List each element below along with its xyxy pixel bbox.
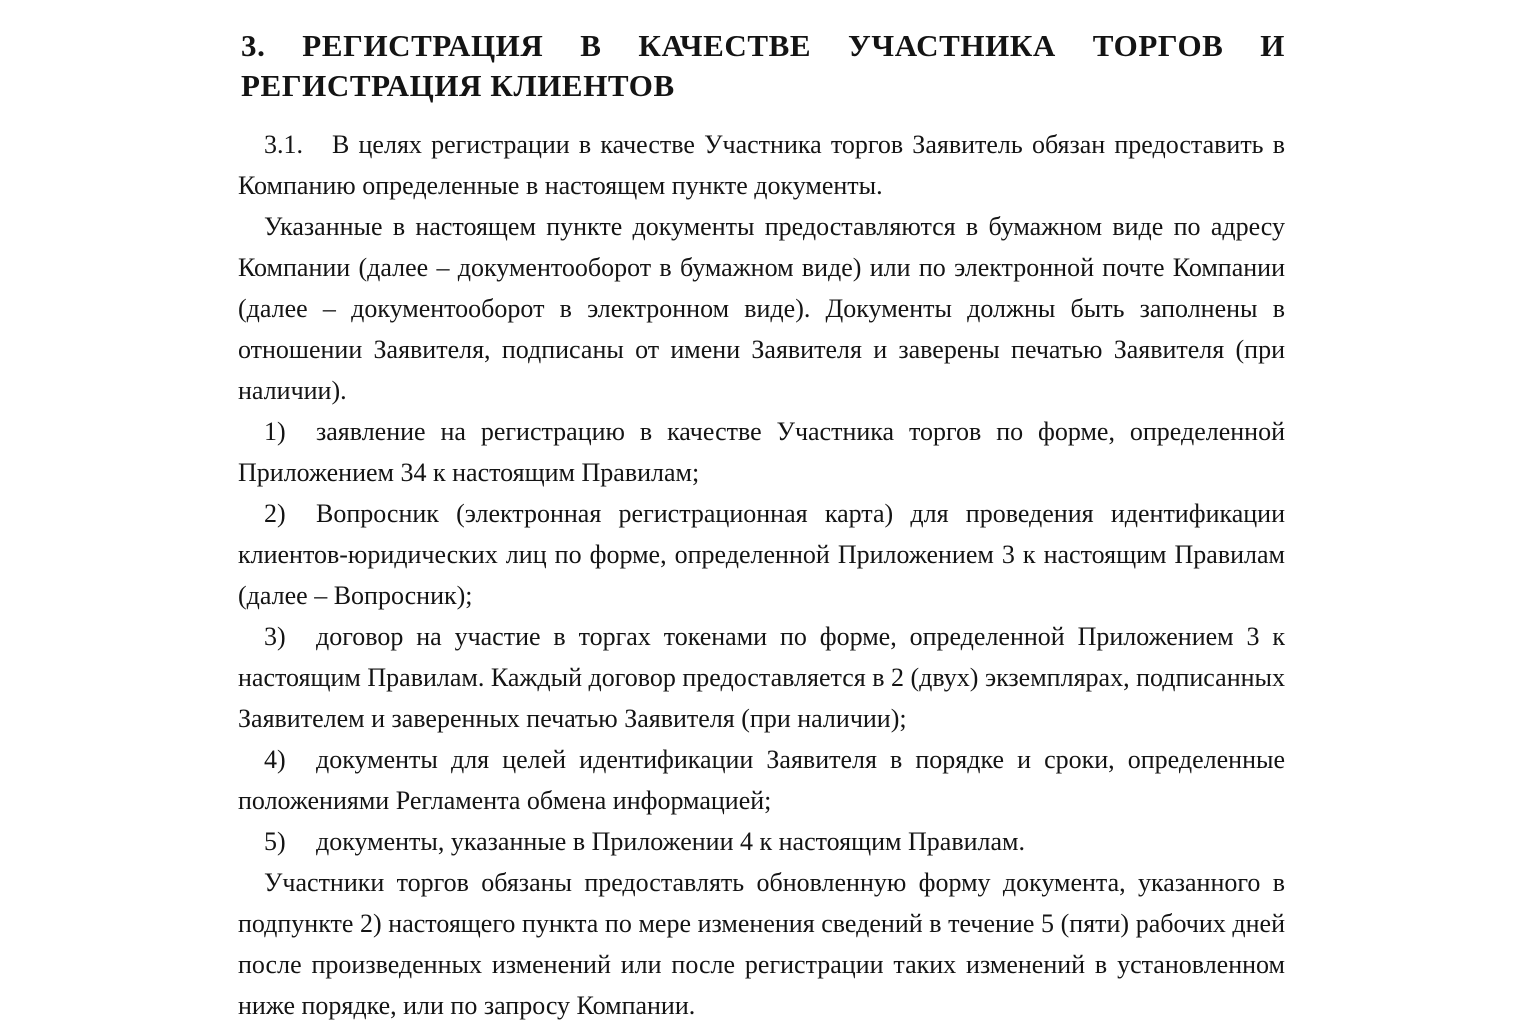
list-item-number: 1)	[264, 417, 286, 446]
list-item-text: документы, указанные в Приложении 4 к настоящим Правилам.	[316, 827, 1025, 856]
clause-text: В целях регистрации в качестве Участника торгов Заявитель обязан предоставить в Компанию определенные в настоящем пункте документы.	[238, 130, 1285, 200]
paragraph-closing: Участники торгов обязаны предоставлять обновленную форму документа, указанного в подпункте 2) настоящего пункта по мере изменения сведений в течение 5 (пяти) рабочих дней после произведенных изменений или после регистрации таких изменений в установленном ниже порядке, или по запросу Компании.	[238, 868, 1285, 1020]
list-item	[238, 616, 1285, 739]
list-item-text: Вопросник (электронная регистрационная карта) для проведения идентификации клиентов-юридических лиц по форме, определенной Приложением 3 к настоящим Правилам (далее – Вопросник);	[238, 499, 1285, 610]
list-item	[238, 821, 1285, 862]
section-title: 3. РЕГИСТРАЦИЯ В КАЧЕСТВЕ УЧАСТНИКА ТОРГОВ И РЕГИСТРАЦИЯ КЛИЕНТОВ	[241, 28, 1285, 103]
clause-number: 3.1.	[264, 130, 303, 159]
list-item-text: документы для целей идентификации Заявителя в порядке и сроки, определенные положениями Регламента обмена информацией;	[238, 745, 1285, 815]
paragraph-documents-format: Указанные в настоящем пункте документы предоставляются в бумажном виде по адресу Компании (далее – документооборот в бумажном виде) или по электронной почте Компании (далее – документооборот в электронном виде). Документы должны быть заполнены в отношении Заявителя, подписаны от имени Заявителя и заверены печатью Заявителя (при наличии).	[238, 212, 1285, 405]
list-item	[238, 411, 1285, 493]
list-item-text: заявление на регистрацию в качестве Участника торгов по форме, определенной Приложением 34 к настоящим Правилам;	[238, 417, 1285, 487]
list-item-number: 2)	[264, 499, 286, 528]
document-page	[238, 26, 1285, 1026]
list-item-text: договор на участие в торгах токенами по форме, определенной Приложением 3 к настоящим Правилам. Каждый договор предоставляется в 2 (двух) экземплярах, подписанных Заявителем и заверенных печатью Заявителя (при наличии);	[238, 622, 1285, 733]
list-item	[238, 739, 1285, 821]
clause-3-1	[238, 124, 1285, 206]
list-item-number: 4)	[264, 745, 286, 774]
list-item-number: 3)	[264, 622, 286, 651]
list-item-number: 5)	[264, 827, 286, 856]
list-item	[238, 493, 1285, 616]
